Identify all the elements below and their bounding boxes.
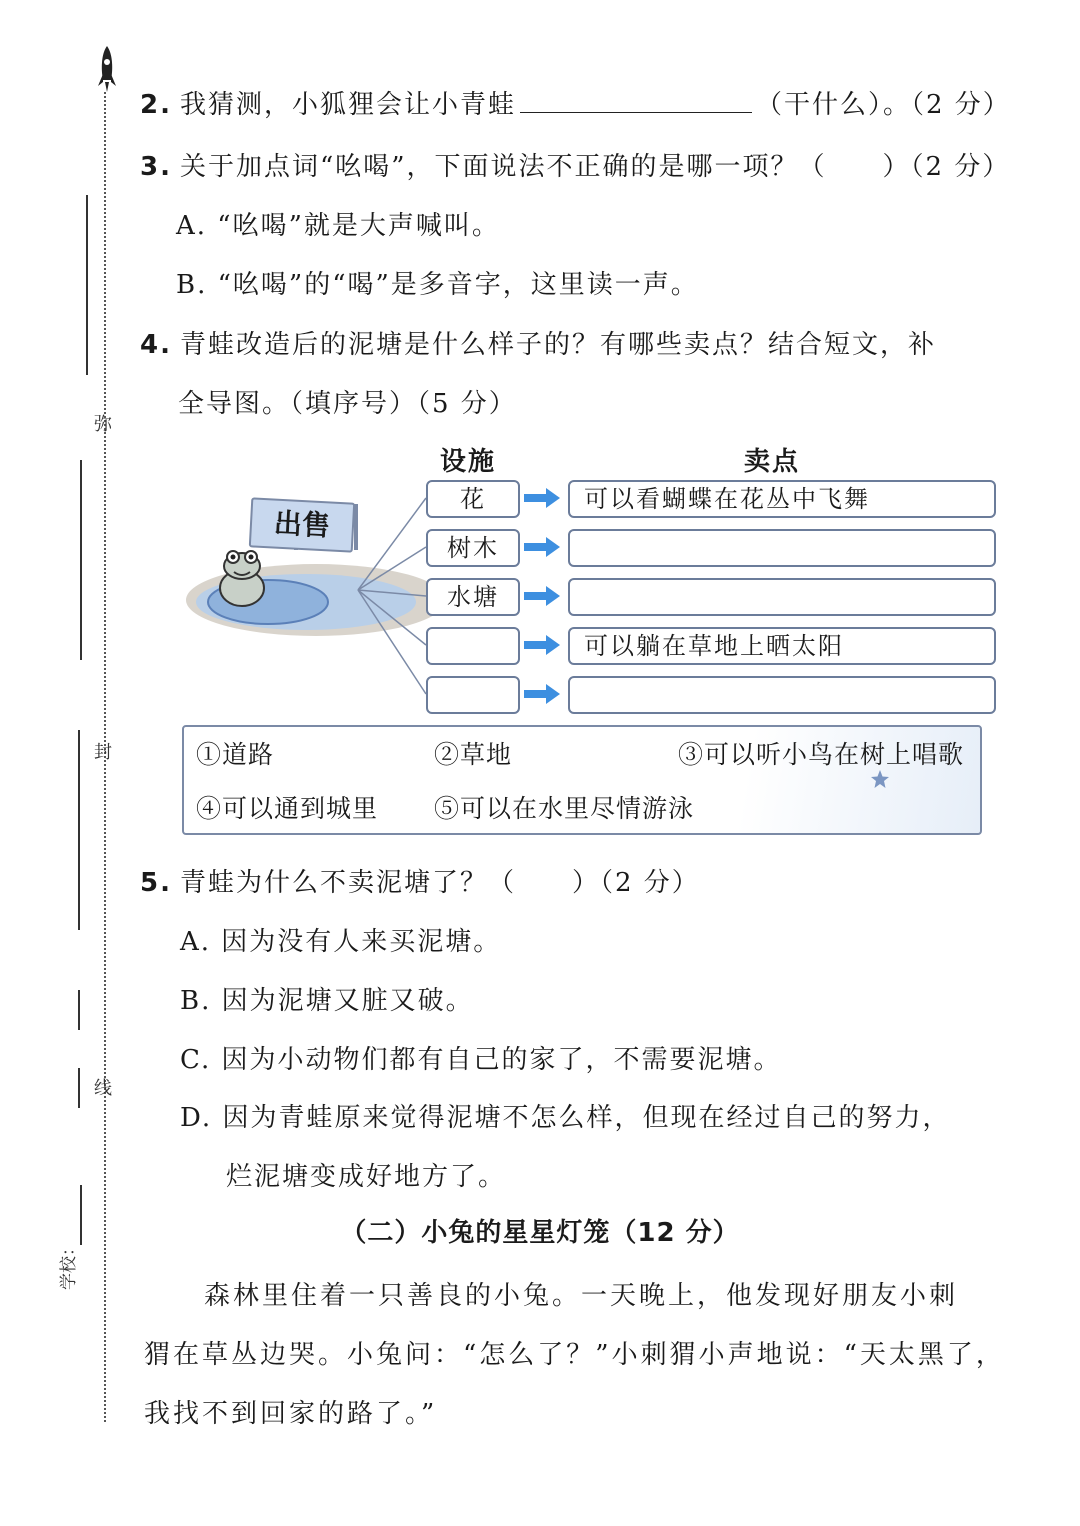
question-text: 青蛙为什么不卖泥塘了？（ ）（2 分）	[179, 868, 700, 898]
choice-2: ②草地	[434, 740, 513, 769]
question-2	[140, 84, 1011, 121]
section-title: （二）小兔的星星灯笼（12 分）	[340, 1218, 740, 1248]
school-label: 学校：	[59, 1239, 79, 1290]
selling-point-box-5[interactable]	[568, 676, 996, 714]
margin-rule	[86, 195, 88, 375]
frog-icon	[220, 551, 264, 606]
margin-rule	[80, 460, 82, 660]
header-selling-points: 卖点	[744, 447, 801, 477]
arrow-right-icon	[524, 536, 560, 558]
question-number: 4.	[140, 330, 172, 360]
arrow-right-icon	[524, 487, 560, 509]
option-d-continued: 烂泥塘变成好地方了。	[226, 1162, 507, 1192]
question-number: 2.	[140, 90, 172, 120]
selling-point-box-4[interactable]: 可以躺在草地上晒太阳	[568, 627, 996, 665]
margin-rule	[78, 1068, 80, 1108]
arrow-right-icon	[524, 634, 560, 656]
selling-point-box-2[interactable]	[568, 529, 996, 567]
question-number: 3.	[140, 152, 172, 182]
choice-4: ④可以通到城里	[196, 794, 379, 823]
selling-point-box-3[interactable]	[568, 578, 996, 616]
rocket-icon	[96, 44, 118, 94]
margin-char-feng: 封	[94, 742, 112, 763]
facility-box-1[interactable]: 花	[426, 480, 520, 518]
margin-rule	[78, 990, 80, 1030]
choice-3: ③可以听小鸟在树上唱歌	[678, 740, 965, 769]
margin-char-mi: 弥	[94, 414, 112, 435]
choice-1: ①道路	[196, 740, 275, 769]
header-facilities: 设施	[440, 447, 497, 477]
question-number: 5.	[140, 868, 172, 898]
option-b[interactable]: B. “吆喝”的“喝”是多音字，这里读一声。	[176, 270, 699, 300]
facility-box-5[interactable]	[426, 676, 520, 714]
option-a[interactable]: A. 因为没有人来买泥塘。	[180, 927, 502, 957]
question-5	[140, 862, 700, 899]
option-b[interactable]: B. 因为泥塘又脏又破。	[180, 986, 474, 1016]
star-icon	[870, 769, 890, 789]
question-text: 我猜测，小狐狸会让小青蛙	[179, 90, 516, 120]
facility-box-2[interactable]: 树木	[426, 529, 520, 567]
question-4-line2: 全导图。（填序号）（5 分）	[178, 389, 517, 419]
arrow-right-icon	[524, 585, 560, 607]
option-d[interactable]: D. 因为青蛙原来觉得泥塘不怎么样，但现在经过自己的努力，	[180, 1103, 951, 1133]
question-4	[140, 324, 936, 361]
question-text: 关于加点词“吆喝”，下面说法不正确的是哪一项？（ ）（2 分）	[179, 152, 1011, 182]
question-text: 青蛙改造后的泥塘是什么样子的？有哪些卖点？结合短文，补	[179, 330, 936, 360]
arrow-right-icon	[524, 683, 560, 705]
question-text: （干什么）。（2 分）	[755, 90, 1011, 120]
question-3	[140, 146, 1010, 183]
facility-box-4[interactable]	[426, 627, 520, 665]
for-sale-sign: 出售	[249, 497, 355, 552]
choice-5: ⑤可以在水里尽情游泳	[434, 794, 695, 823]
option-a[interactable]: A. “吆喝”就是大声喊叫。	[176, 211, 500, 241]
connector-lines	[340, 480, 440, 720]
selling-point-box-1[interactable]: 可以看蝴蝶在花丛中飞舞	[568, 480, 996, 518]
paragraph-line: 森林里住着一只善良的小兔。一天晚上，他发现好朋友小刺	[204, 1281, 959, 1311]
margin-char-xian: 线	[94, 1078, 112, 1099]
option-c[interactable]: C. 因为小动物们都有自己的家了，不需要泥塘。	[180, 1045, 782, 1075]
paragraph-line: 我找不到回家的路了。”	[144, 1399, 438, 1429]
choices-box	[182, 725, 982, 835]
facility-box-3[interactable]: 水塘	[426, 578, 520, 616]
margin-rule	[78, 730, 80, 930]
paragraph-line: 猬在草丛边哭。小兔问：“怎么了？”小刺猬小声地说：“天太黑了，	[144, 1340, 1005, 1370]
answer-blank[interactable]	[520, 92, 752, 113]
